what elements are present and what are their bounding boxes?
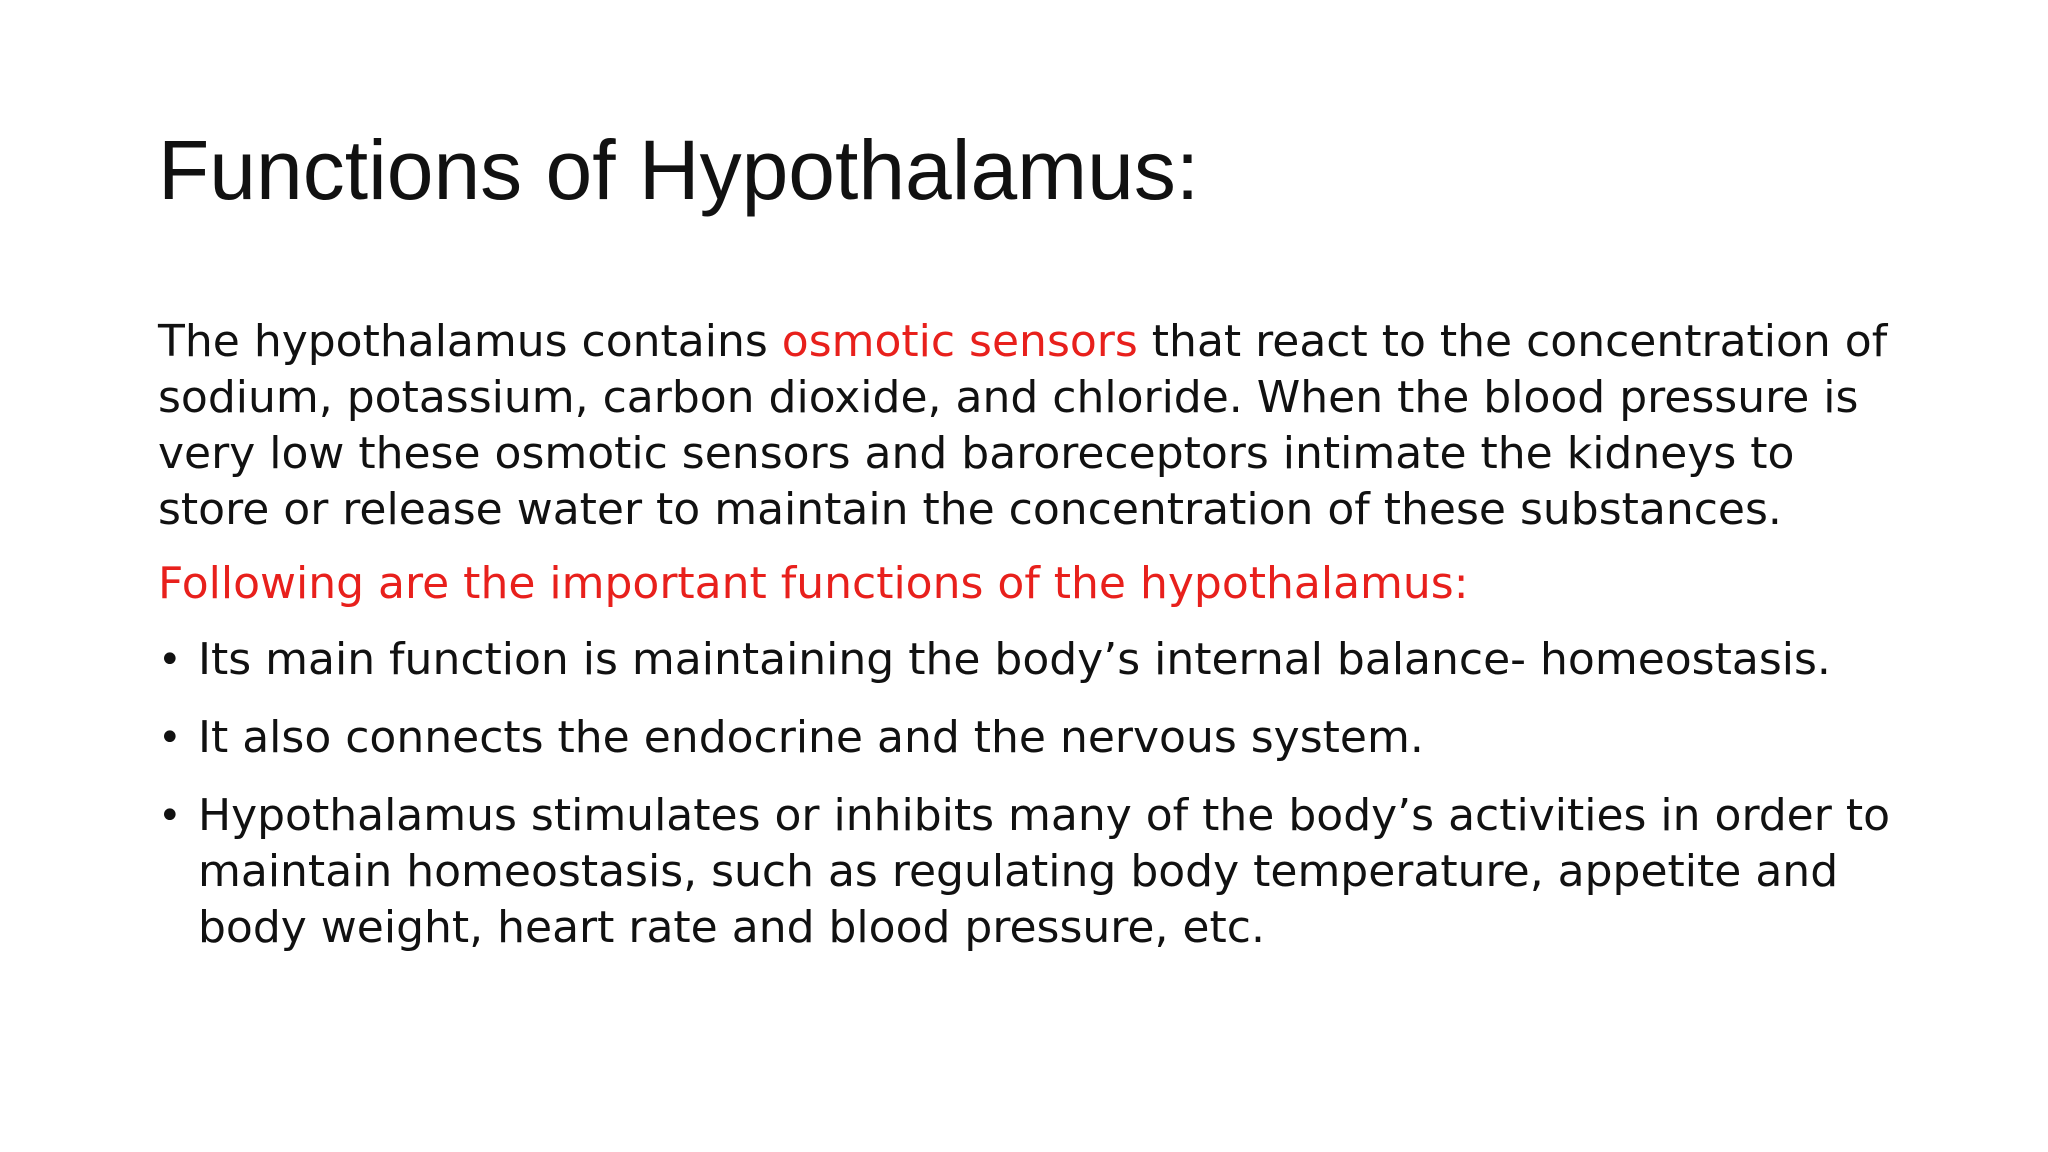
intro-paragraph xyxy=(158,314,1898,538)
slide-title: Functions of Hypothalamus: xyxy=(158,123,1200,217)
list-item-text: It also connects the endocrine and the nervous system. xyxy=(198,712,1424,763)
functions-subheading: Following are the important functions of the hypothalamus: xyxy=(158,558,1469,609)
functions-list xyxy=(158,632,1918,956)
bullet-icon: • xyxy=(158,715,182,761)
slide-body xyxy=(158,314,1918,978)
list-item-text: Its main function is maintaining the body’s internal balance- homeostasis. xyxy=(198,634,1831,685)
list-item xyxy=(158,632,1918,688)
intro-highlight: osmotic sensors xyxy=(781,316,1138,367)
list-item xyxy=(158,710,1918,766)
bullet-icon: • xyxy=(158,793,182,839)
intro-text-end: that react to the concentration of sodium, potassium, carbon dioxide, and chloride. When the blood pressure is very low these osmotic sensors and baroreceptors intimate the kidneys to store or release water to maintain the concentration of these substances. xyxy=(158,316,1888,535)
list-item xyxy=(158,788,1918,956)
list-item-text: Hypothalamus stimulates or inhibits many of the body’s activities in order to maintain homeostasis, such as regulating body temperature, appetite and body weight, heart rate and blood pressure, etc. xyxy=(198,790,1891,953)
intro-text-start: The hypothalamus contains xyxy=(158,316,782,367)
bullet-icon: • xyxy=(158,637,182,683)
